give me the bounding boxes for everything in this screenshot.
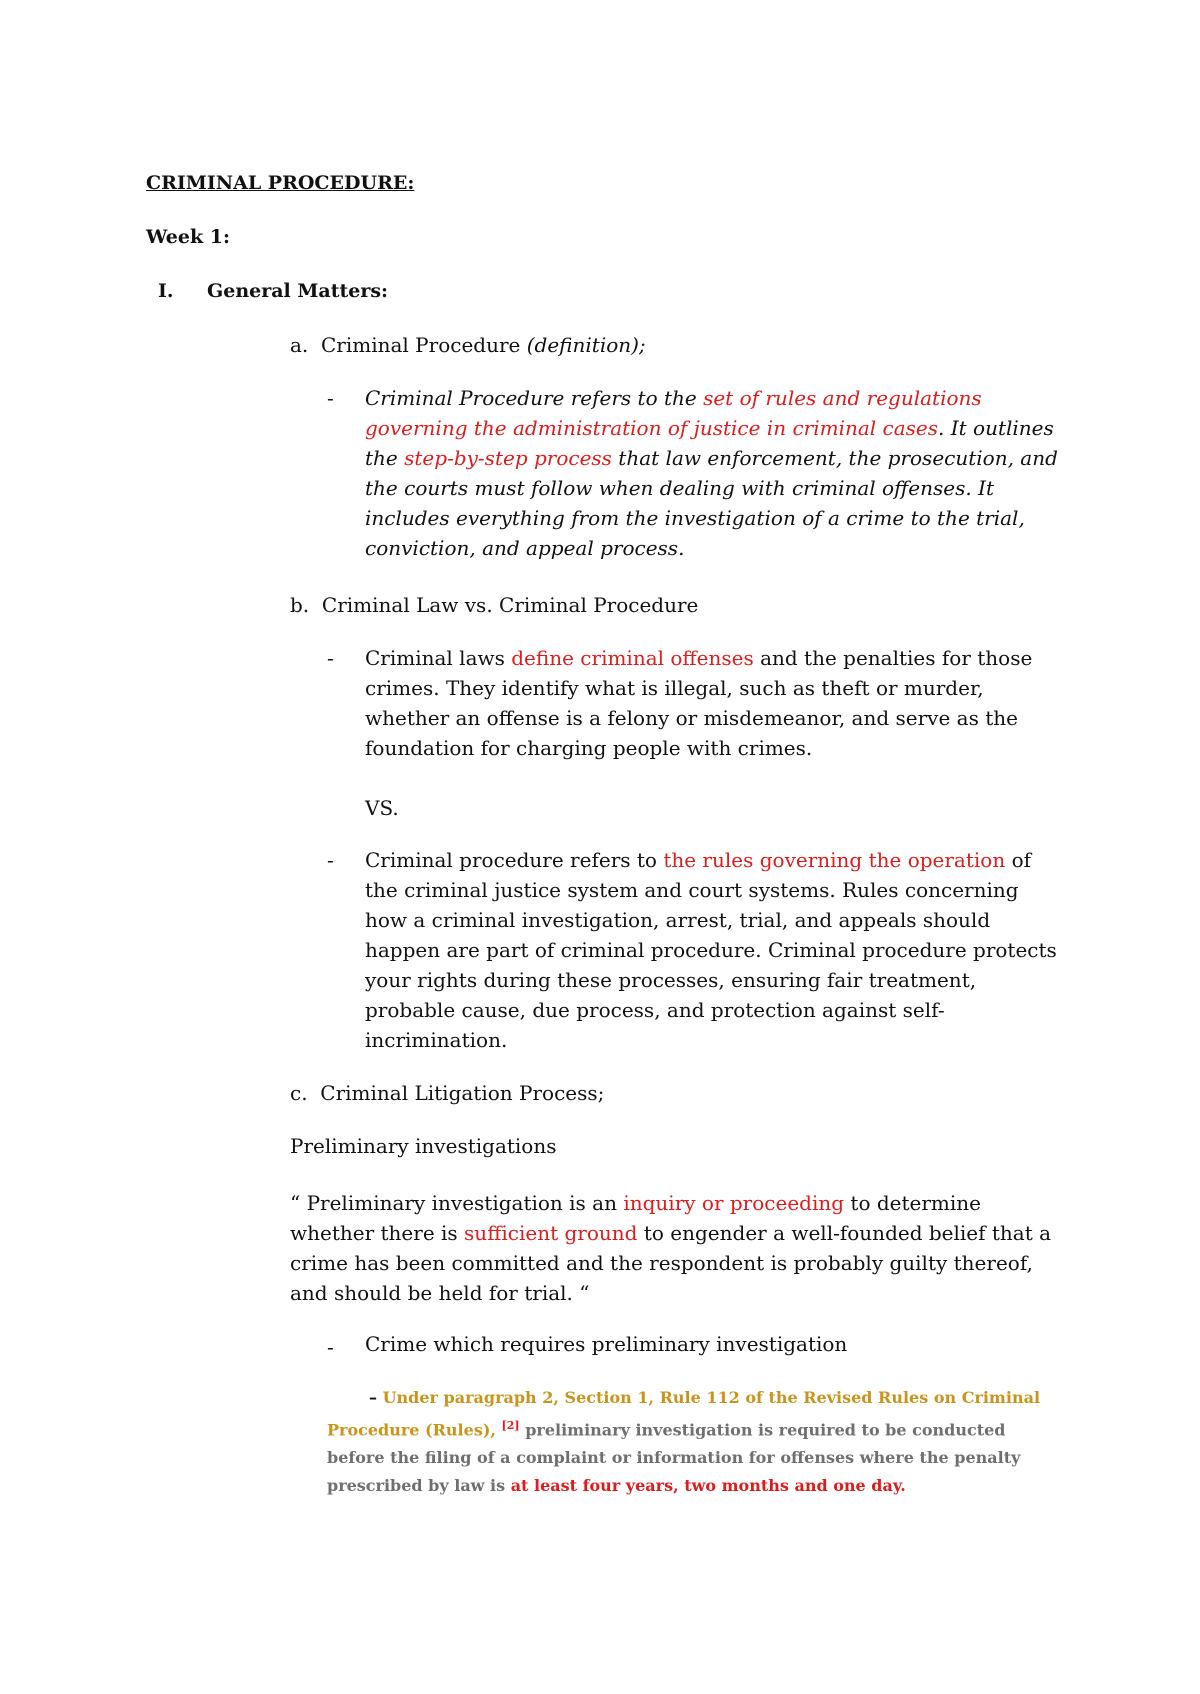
item-c-label: c. bbox=[290, 1081, 308, 1105]
law-highlight-1: define criminal offenses bbox=[511, 646, 754, 670]
rule-dash: – bbox=[369, 1388, 383, 1407]
document-title: CRIMINAL PROCEDURE: bbox=[146, 172, 415, 194]
section-number: I. bbox=[158, 280, 174, 302]
prelim-heading: Preliminary investigations bbox=[290, 1134, 557, 1158]
prelim-quote bbox=[290, 1188, 1070, 1308]
definition-paragraph bbox=[365, 383, 1065, 563]
item-c-text: Criminal Litigation Process; bbox=[320, 1081, 605, 1105]
crime-item-text: Crime which requires preliminary investigation bbox=[365, 1332, 848, 1356]
quote-text-3: to engender a well-founded belief that a crime has been committed and the respondent is probably guilty thereof, and should be held for trial. “ bbox=[290, 1221, 1052, 1305]
law-dash: - bbox=[327, 646, 334, 670]
item-a bbox=[290, 333, 646, 357]
quote-text-1: “ Preliminary investigation is an bbox=[290, 1191, 624, 1215]
quote-highlight-1: inquiry or proceeding bbox=[623, 1191, 845, 1215]
rule-text-1: preliminary investigation is required to be conducted before the filing of a complaint or information for offenses where the penalty prescribed by law is bbox=[327, 1420, 1021, 1496]
item-a-italic: (definition); bbox=[526, 333, 646, 357]
item-a-text: Criminal Procedure bbox=[321, 333, 527, 357]
criminal-law-paragraph bbox=[365, 643, 1065, 763]
proc-text-2: of the criminal justice system and court systems. Rules concerning how a criminal investigation, arrest, trial, and appeals should happen are part of criminal procedure. Criminal procedure protects your rights during these processes, ensuring fair treatment, probable cause, due process, and protection against self-incrimination. bbox=[365, 848, 1057, 1052]
def-text-1: Criminal Procedure refers to the bbox=[365, 386, 704, 410]
criminal-procedure-paragraph bbox=[365, 845, 1065, 1055]
proc-dash: - bbox=[327, 848, 334, 872]
rule-citation: Under paragraph 2, Section 1, Rule 112 of the Revised Rules on Criminal Procedure (Rules), bbox=[327, 1388, 1041, 1440]
proc-highlight-1: the rules governing the operation bbox=[663, 848, 1006, 872]
item-b bbox=[290, 593, 698, 617]
week-heading: Week 1: bbox=[146, 226, 230, 248]
def-highlight-1: set of rules and regulations governing the administration of justice in criminal cases bbox=[365, 386, 982, 440]
def-text-3: that law enforcement, the prosecution, and the courts must follow when dealing with criminal offenses. It includes everything from the investigation of a crime to the trial, conviction, and appeal process. bbox=[365, 446, 1058, 560]
item-c bbox=[290, 1081, 604, 1105]
item-a-label: a. bbox=[290, 333, 309, 357]
item-b-label: b. bbox=[290, 593, 310, 617]
law-text-2: and the penalties for those crimes. They identify what is illegal, such as theft or murder, whether an offense is a felony or misdemeanor, and serve as the foundation for charging people with crimes. bbox=[365, 646, 1033, 760]
rule-paragraph bbox=[327, 1384, 1067, 1500]
def-dash: - bbox=[327, 386, 334, 410]
def-highlight-2: step-by-step process bbox=[404, 446, 612, 470]
proc-text-1: Criminal procedure refers to bbox=[365, 848, 664, 872]
footnote-ref[interactable]: [2] bbox=[501, 1419, 520, 1432]
section-title: General Matters: bbox=[207, 280, 389, 302]
def-text-2: . It outlines the bbox=[365, 416, 1054, 470]
law-text-1: Criminal laws bbox=[365, 646, 512, 670]
quote-highlight-2: sufficient ground bbox=[464, 1221, 638, 1245]
crime-dash: - bbox=[327, 1335, 334, 1359]
vs-label: VS. bbox=[365, 796, 399, 820]
item-b-text: Criminal Law vs. Criminal Procedure bbox=[321, 593, 699, 617]
quote-text-2: to determine whether there is bbox=[290, 1191, 981, 1245]
rule-highlight-1: at least four years, two months and one day. bbox=[510, 1476, 906, 1496]
